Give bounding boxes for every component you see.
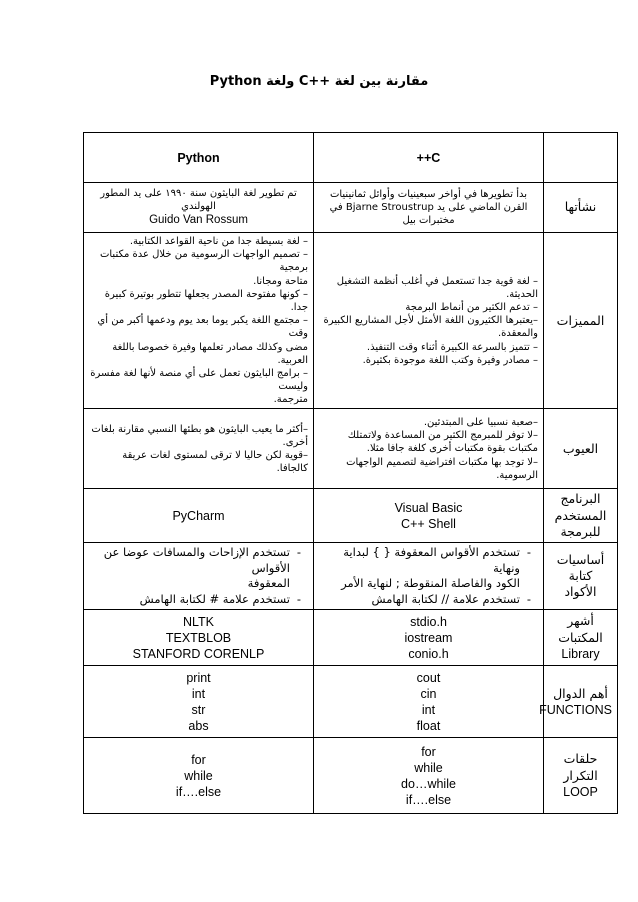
text-line: –أكثر ما يعيب البايثون هو بطئها النسبي مقارنة بلغات أخرى. — [91, 423, 308, 448]
text-line: iostream — [404, 630, 453, 645]
list-item-text — [89, 545, 290, 592]
text-line: cin — [420, 686, 437, 701]
text-line: – تصميم الواجهات الرسومية من خلال عدة مكتبات برمجية — [99, 249, 308, 274]
text-line: –صعبة نسبيا على المبتدئين. — [423, 416, 538, 428]
text-line: الأكواد — [564, 584, 597, 600]
header-row — [84, 133, 618, 183]
text-line: –قوية لكن حاليا لا ترقى لمستوى لغات عريقة كالجافا. — [122, 449, 308, 475]
text-line: conio.h — [408, 646, 449, 661]
text-line: تستخدم علامة // لكتابة الهامش — [371, 591, 520, 606]
python-functions — [84, 666, 314, 738]
text-line: – تتميز بالسرعة الكبيرة أثناء وقت التنفيذ. — [366, 341, 538, 353]
label-loops — [544, 738, 618, 814]
text-line: القرن الماضي على يد Bjarne Stroustrup في — [329, 201, 528, 213]
text-line: البرنامج المستخدم — [554, 491, 607, 523]
text-line: int — [421, 702, 436, 717]
text-line: cout — [416, 670, 441, 685]
text-line: PyCharm — [172, 508, 225, 523]
text-line: if….else — [405, 792, 452, 807]
text-line: والمعقدة. — [498, 328, 538, 340]
text-line: if….else — [175, 784, 222, 799]
text-line: Library — [561, 646, 600, 661]
text-line: أشهر المكتبات — [558, 613, 603, 645]
label-syntax — [544, 543, 618, 610]
text-line: مختبرات بيل — [402, 215, 455, 227]
cpp-libraries — [314, 610, 544, 666]
header-cpp: C++ — [314, 133, 544, 183]
text-line: للبرمجة — [560, 523, 601, 539]
label-origin: نشأتها — [544, 183, 618, 233]
text-line: float — [416, 718, 441, 733]
text-line: بدأ تطويرها في أواخر سبعينيات وأوائل ثمانينيات — [329, 188, 528, 200]
text-line: LOOP — [563, 784, 598, 799]
text-line: الحديثة. — [506, 288, 538, 300]
text-line: print — [186, 670, 211, 685]
text-line: متاحة ومجانا. — [253, 275, 308, 287]
text-line: الرسومية. — [496, 469, 538, 481]
list-item-text — [89, 592, 290, 608]
text-line: for — [421, 744, 436, 759]
text-line: – لغة بسيطة جدا من ناحية القواعد الكتابية. — [129, 236, 308, 247]
text-line: تستخدم الإزاحات والمسافات عوضا عن الأقواس — [103, 545, 290, 575]
text-line: مترجمة. — [273, 394, 308, 406]
header-empty-cell — [544, 133, 618, 183]
text-line: for — [191, 752, 206, 767]
text-line: C++ Shell — [401, 516, 456, 531]
text-line: stdio.h — [410, 614, 447, 629]
text-line: –يعتبرها الكثيرون اللغة الأمثل لأجل المشاريع الكبيرة — [323, 315, 538, 327]
list-item — [89, 592, 308, 608]
label-features: المميزات — [544, 233, 618, 409]
text-line: – لغة قوية جدا تستعمل في أغلب أنظمة التشغيل — [336, 275, 538, 287]
text-line: FUNCTIONS — [539, 702, 612, 717]
text-line: الكود والفاصلة المنقوطة ; لنهاية الأمر — [341, 576, 520, 591]
text-line: str — [191, 702, 206, 717]
row-functions — [84, 666, 618, 738]
python-features — [84, 233, 314, 409]
text-line: while — [414, 760, 443, 775]
text-line: أهم الدوال — [553, 685, 608, 701]
text-line: تستخدم علامة # لكتابة الهامش — [139, 591, 290, 606]
header-python: Python — [84, 133, 314, 183]
text-line: TEXTBLOB — [165, 630, 232, 645]
text-line: Visual Basic — [394, 500, 463, 515]
row-origin — [84, 183, 618, 233]
text-line: – برامج البايثون تعمل على أي منصة لأنها لغة مفسرة وليست — [90, 367, 308, 393]
text-line: –لا توجد بها مكتبات افتراضية لتصميم الواجهات — [346, 456, 538, 468]
bullet-dash: - — [526, 591, 532, 606]
list-item-text — [319, 545, 520, 592]
row-drawbacks — [84, 409, 618, 489]
text-line: Guido Van Rossum — [149, 214, 248, 227]
cpp-features — [314, 233, 544, 409]
list-item — [89, 545, 308, 592]
text-line: – مجتمع اللغة يكبر يوما بعد يوم ودعمها أكبر من أي وقت — [97, 315, 308, 340]
bullet-dash: - — [526, 545, 532, 560]
bullet-dash: - — [296, 545, 302, 560]
python-ide — [84, 489, 314, 543]
text-line: أساسيات كتابة — [556, 551, 605, 584]
label-ide — [544, 489, 618, 543]
text-line: تستخدم الأقواس المعقوفة { } لبداية ونهاية — [343, 545, 520, 575]
list-item-text — [319, 592, 520, 608]
text-line: المعقوفة — [247, 576, 290, 591]
text-line: while — [184, 768, 213, 783]
cpp-origin — [314, 183, 544, 233]
text-line: حلقات التكرار — [563, 751, 598, 783]
cpp-loops — [314, 738, 544, 814]
text-line: STANFORD CORENLP — [132, 646, 265, 661]
python-syntax — [84, 543, 314, 610]
label-functions — [539, 666, 618, 738]
label-libraries — [544, 610, 618, 666]
python-origin — [84, 183, 314, 233]
text-line: NLTK — [182, 614, 215, 629]
list-item — [319, 545, 538, 592]
cpp-functions — [314, 666, 544, 738]
cpp-drawbacks — [314, 409, 544, 489]
python-drawbacks — [84, 409, 314, 489]
cpp-ide — [314, 489, 544, 543]
page-title: مقارنة بين لغة ++C ولغة Python — [209, 74, 429, 89]
text-line: –لا توفر للمبرمج الكثير من المساعدة ولاتمتلك — [347, 430, 538, 442]
row-ide — [84, 489, 618, 543]
row-loops — [84, 738, 618, 814]
text-line: تم تطوير لغة البايثون سنة ١٩٩٠ على يد المطور الهولندي — [100, 187, 297, 212]
row-libraries — [84, 610, 618, 666]
row-features — [84, 233, 618, 409]
text-line: do…while — [401, 776, 456, 791]
text-line: مضى وكذلك مصادر تعلمها وفيرة خصوصا باللغة العربية. — [112, 341, 308, 366]
text-line: abs — [188, 718, 209, 733]
comparison-table — [83, 132, 618, 814]
row-syntax — [84, 543, 618, 610]
cpp-syntax — [314, 543, 544, 610]
text-line: int — [191, 686, 206, 701]
text-line: مكتبات بقوة مكتبات أخرى كلغة جافا مثلا. — [366, 443, 538, 455]
list-item — [319, 592, 538, 608]
text-line: – كونها مفتوحة المصدر يجعلها تتطور بوتيرة كبيرة جدا. — [104, 288, 308, 313]
python-libraries — [84, 610, 314, 666]
python-loops — [84, 738, 314, 814]
text-line: – مصادر وفيرة وكتب اللغة موجودة بكثيرة. — [362, 354, 538, 366]
label-drawbacks: العيوب — [544, 409, 618, 489]
bullet-dash: - — [296, 591, 302, 606]
text-line: – تدعم الكثير من أنماط البرمجة — [405, 301, 538, 313]
